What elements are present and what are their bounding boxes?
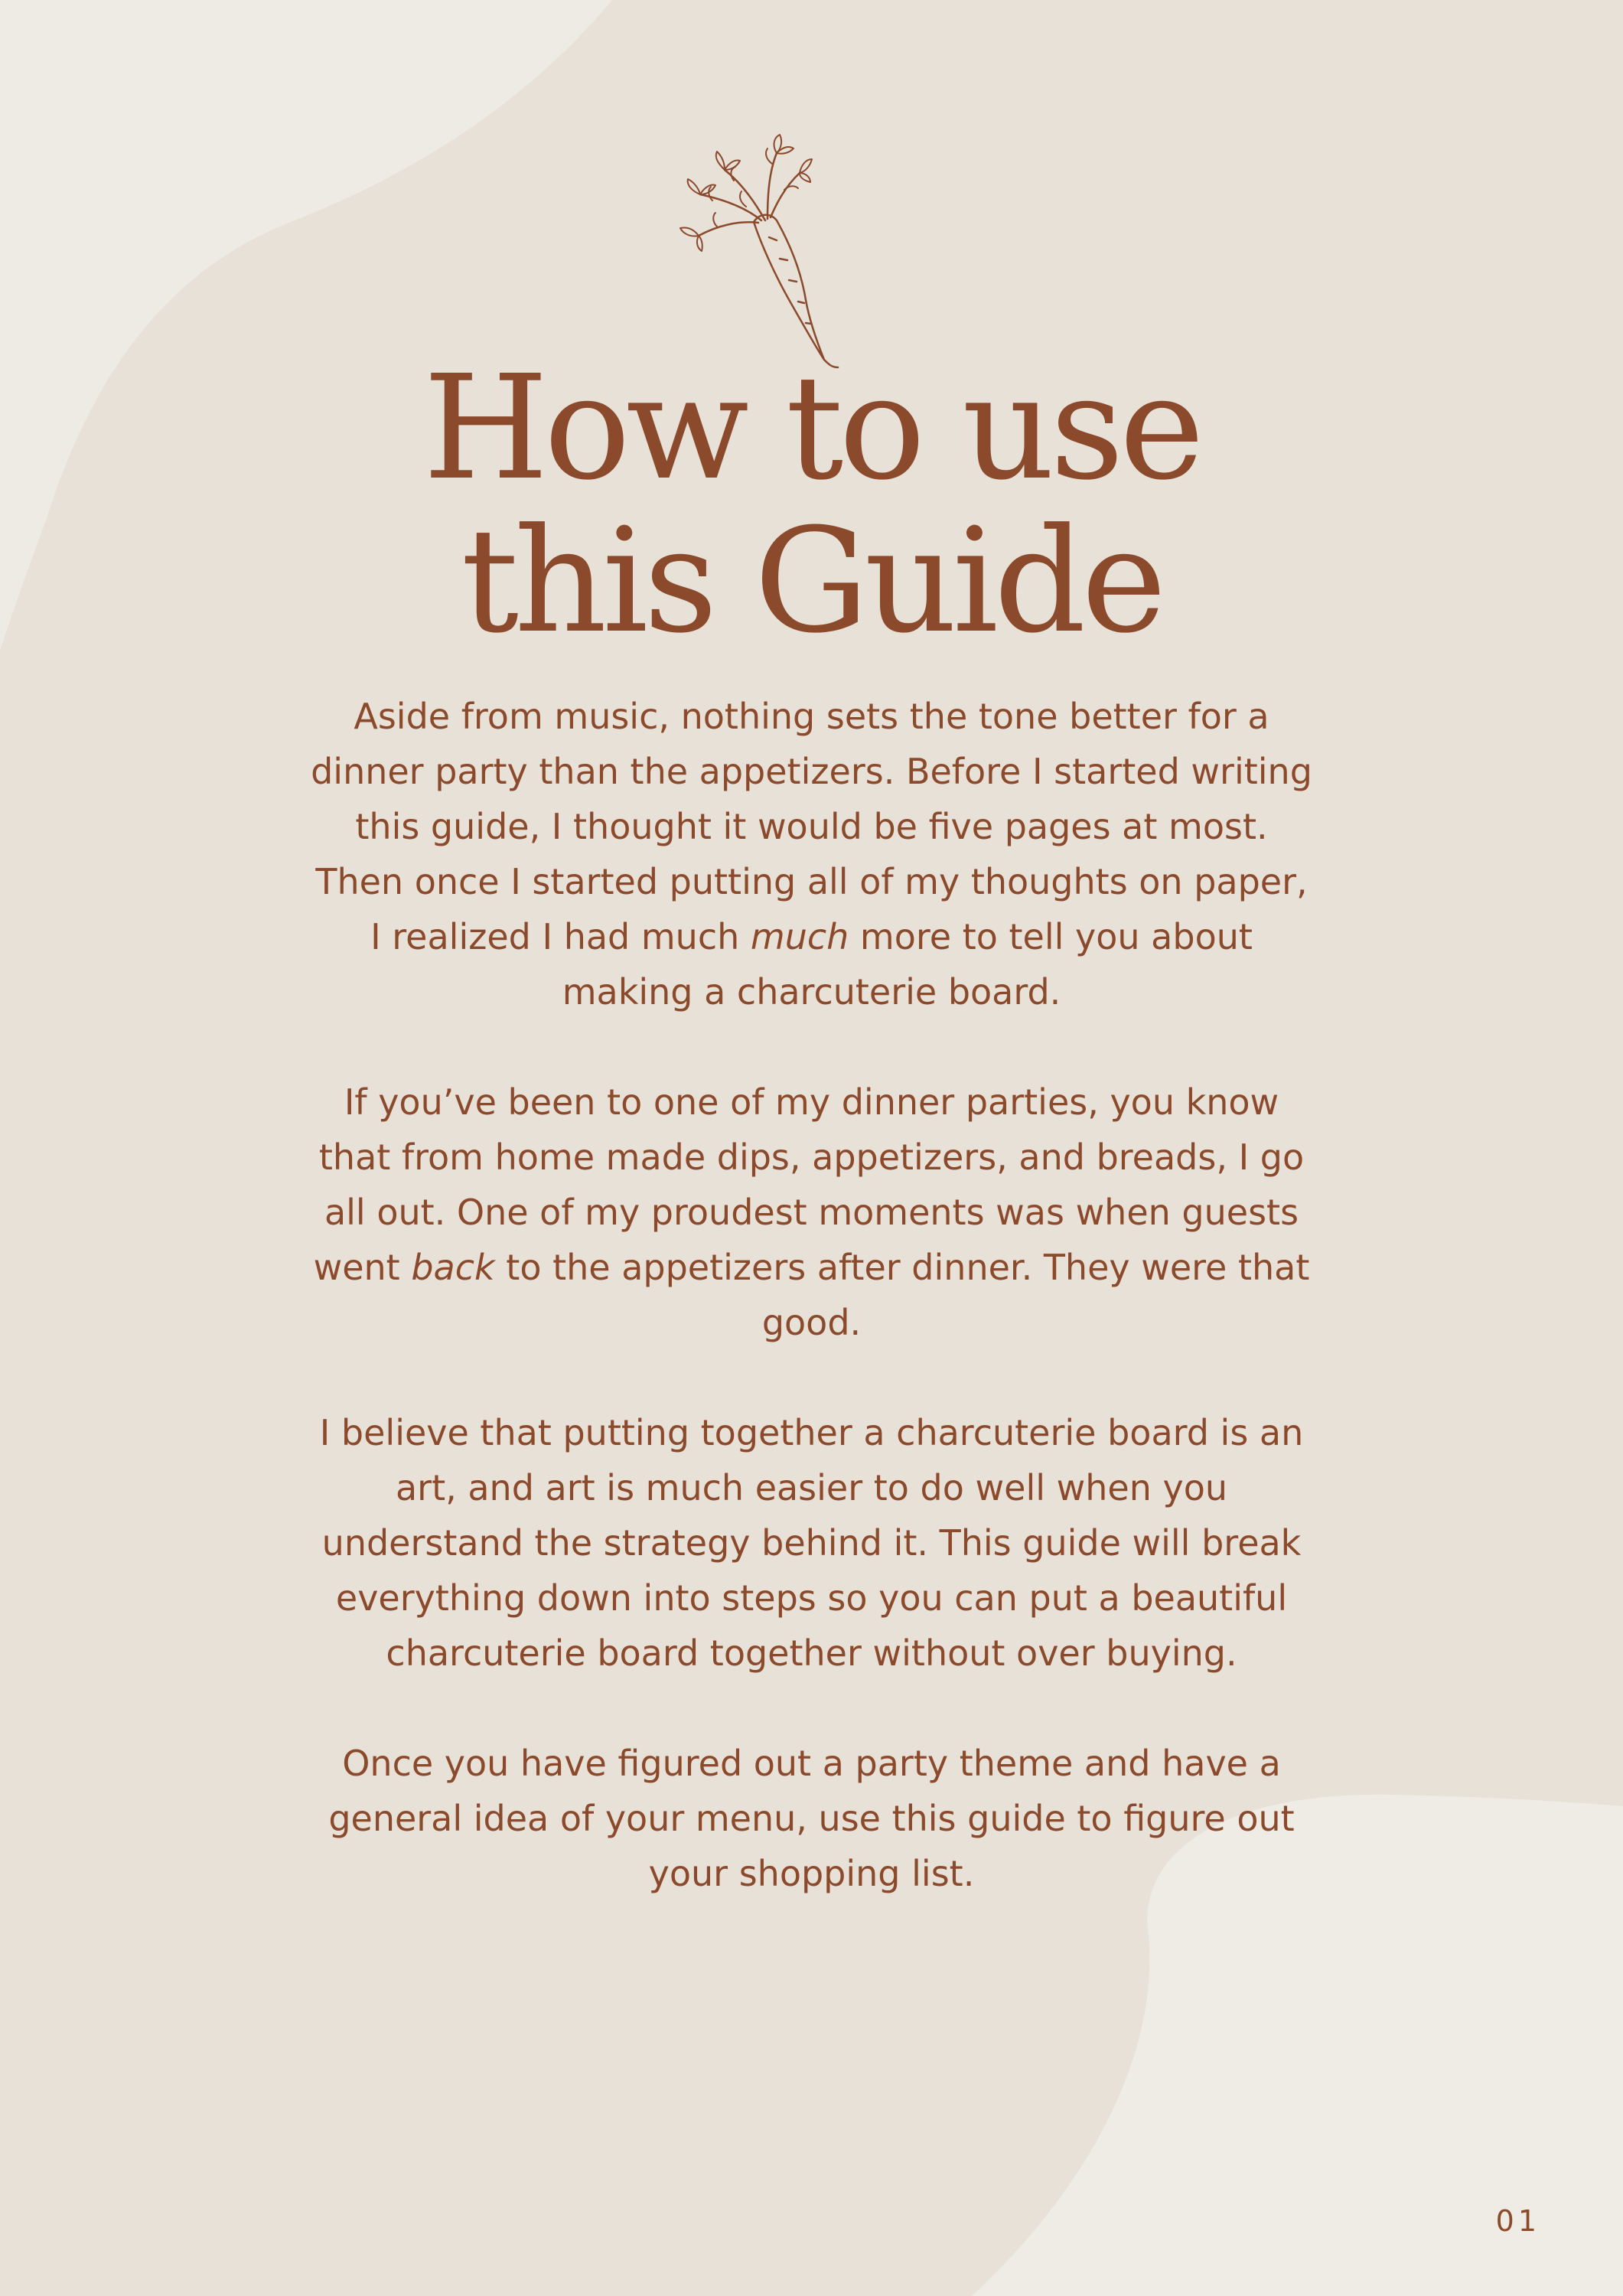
- carrot-illustration-icon: [654, 130, 869, 371]
- page-title: [0, 344, 1623, 665]
- paragraph-3: I believe that putting together a charcuterie board is an art, and art is much easier to do well when you understand the strategy behind it. This guide will break everything down into steps so you can put a beautiful charcuterie board together without over buying.: [319, 1412, 1304, 1674]
- paragraph-4: Once you have figured out a party theme and have a general idea of your menu, use this guide to figure out your shopping list.: [328, 1743, 1295, 1894]
- title-line-2: this Guide: [461, 497, 1162, 665]
- paragraph-2-text-a: If you’ve been to one of my dinner parties, you know that from home made dips, appetizers, and breads, I go all out. One of my proudest moments was when guests went: [313, 1081, 1305, 1288]
- page-number: 01: [1495, 2204, 1540, 2238]
- paragraph-2-emphasis: back: [411, 1247, 495, 1288]
- paragraph-1-emphasis: much: [750, 916, 849, 957]
- paragraph-2: [306, 1075, 1317, 1350]
- paragraph-1: [306, 689, 1317, 1019]
- paragraph-1-text-a: Aside from music, nothing sets the tone better for a dinner party than the appetizers. Before I started writing this guide, I thought it would be five pages at most. Then once I started putting all of my thoughts on paper, I realized I had much: [311, 696, 1312, 957]
- paragraph-1-text-b: more to tell you about making a charcuterie board.: [562, 916, 1253, 1013]
- paragraph-2-text-b: to the appetizers after dinner. They were that good.: [494, 1247, 1310, 1343]
- title-line-1: How to use: [422, 344, 1201, 512]
- body-text: [306, 689, 1317, 1956]
